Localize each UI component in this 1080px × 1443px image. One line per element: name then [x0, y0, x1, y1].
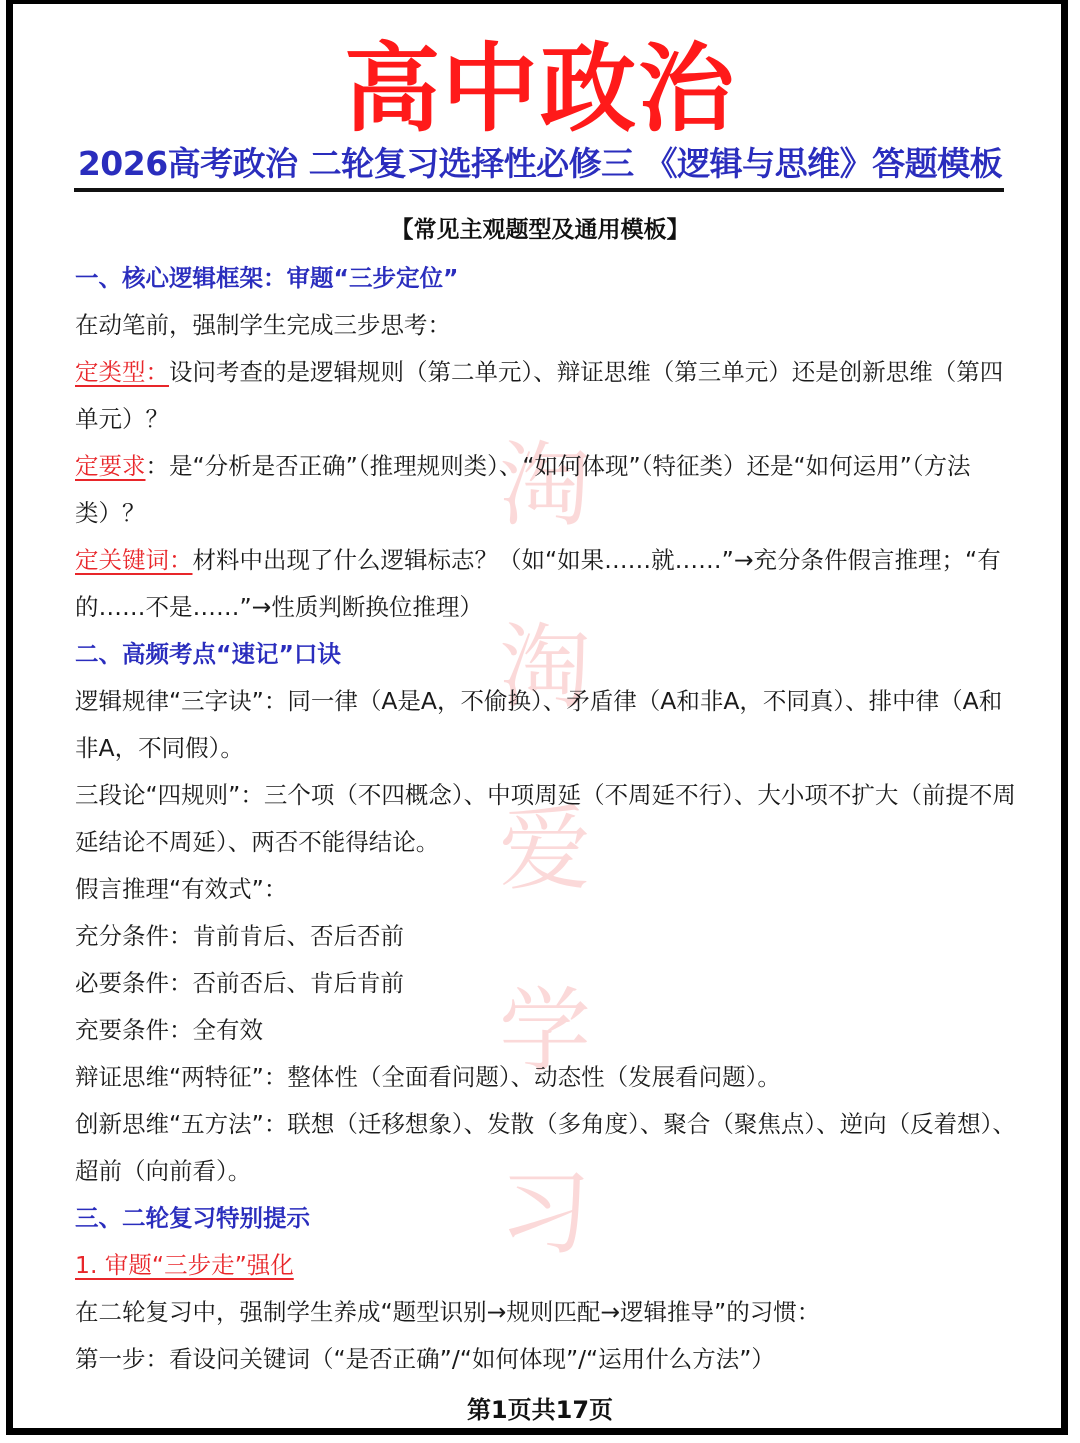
mnemonic-line: 三段论“四规则”：三个项（不四概念）、中项周延（不周延不行）、大小项不扩大（前提不周延结论不周延）、两否不能得结论。	[75, 781, 1016, 856]
step-text: 材料中出现了什么逻辑标志？（如“如果……就……”→充分条件假言推理；“有的……不是……”→性质判断换位推理）	[75, 546, 1001, 621]
mnemonic-line: 假言推理“有效式”：	[75, 875, 288, 903]
watermark-char: 学	[498, 978, 591, 1085]
section-three-subheading	[75, 1242, 1020, 1289]
document-body	[75, 255, 1020, 1383]
mnemonic-line: 充要条件：全有效	[75, 1016, 263, 1044]
tip-line: 第一步：看设问关键词（“是否正确”/“如何体现”/“运用什么方法”）	[75, 1345, 775, 1373]
section-one-heading: 一、核心逻辑框架：审题“三步定位”	[75, 264, 459, 292]
section-heading: 【常见主观题型及通用模板】	[390, 217, 690, 243]
watermark-char: 淘	[498, 614, 591, 721]
tip-line: 在二轮复习中，强制学生养成“题型识别→规则匹配→逻辑推导”的习惯：	[75, 1298, 821, 1326]
mnemonic-line: 逻辑规律“三字诀”：同一律（A是A，不偷换）、矛盾律（A和非A，不同真）、排中律（A和非A，不同假）。	[75, 687, 1003, 762]
step-item-type	[75, 349, 1020, 443]
title-divider	[74, 188, 1004, 192]
watermark-char: 淘	[498, 432, 591, 539]
step-label: 定要求	[75, 452, 146, 480]
mnemonic-line: 辩证思维“两特征”：整体性（全面看问题）、动态性（发展看问题）。	[75, 1063, 781, 1091]
mnemonic-line: 必要条件：否前否后、肯后肯前	[75, 969, 404, 997]
mnemonic-line: 充分条件：肯前肯后、否后否前	[75, 922, 404, 950]
section-one-intro: 在动笔前，强制学生完成三步思考：	[75, 311, 451, 339]
step-text: 设问考查的是逻辑规则（第二单元）、辩证思维（第三单元）还是创新思维（第四单元）？	[75, 358, 1004, 433]
watermark-char: 习	[498, 1160, 591, 1267]
page-title: 高中政治	[344, 33, 736, 145]
mnemonic-line: 创新思维“五方法”：联想（迁移想象）、发散（多角度）、聚合（聚焦点）、逆向（反着想）、超前（向前看）。	[75, 1110, 1016, 1185]
step-label: 定类型：	[75, 358, 169, 386]
watermark-char: 爱	[498, 796, 591, 903]
subheading-text: 1. 审题“三步走”强化	[75, 1251, 294, 1279]
step-item-keyword	[75, 537, 1020, 631]
section-three-heading: 三、二轮复习特别提示	[75, 1204, 310, 1232]
step-label: 定关键词：	[75, 546, 193, 574]
step-text: ：是“分析是否正确”（推理规则类）、“如何体现”（特征类）还是“如何运用”（方法类）？	[75, 452, 971, 527]
page-indicator: 第1页共17页	[466, 1396, 614, 1424]
step-item-requirement	[75, 443, 1020, 537]
section-two-heading: 二、高频考点“速记”口诀	[75, 640, 341, 668]
page-subtitle: 2026高考政治 二轮复习选择性必修三 《逻辑与思维》答题模板	[77, 144, 1003, 183]
